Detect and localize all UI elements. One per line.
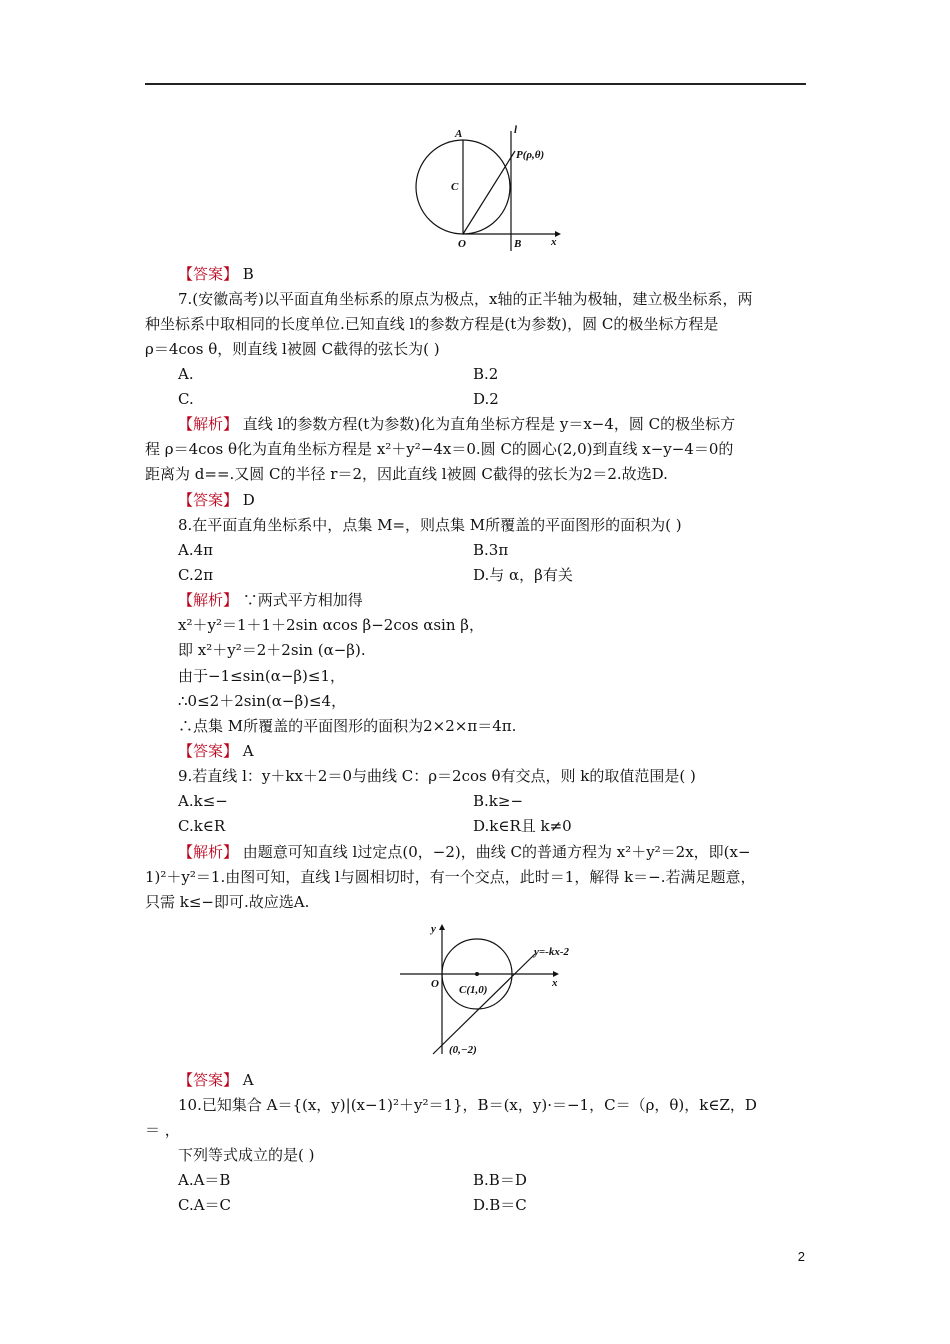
label-b: B — [514, 238, 522, 250]
label-line: y=-kx-2 — [534, 946, 569, 958]
question-9: 9.若直线 l：y＋kx＋2＝0与曲线 C：ρ＝2cos θ有交点，则 k的取值范围是( ) — [178, 767, 696, 785]
answer-6: 【答案】 B — [178, 265, 254, 283]
analysis-8-line-6: ∴点集 M所覆盖的平面图形的面积为2×2×π＝4π. — [178, 717, 517, 735]
question-10-line-3: 下列等式成立的是( ) — [178, 1146, 315, 1164]
line-y-kx-2 — [433, 954, 535, 1054]
option-9d: D.k∈R且 k≠0 — [473, 817, 572, 835]
label-x: x — [552, 977, 558, 989]
option-7b: B.2 — [473, 365, 499, 383]
analysis-9-line-2: 1)²＋y²＝1.由图可知，直线 l与圆相切时，有一个交点，此时＝1，解得 k＝−.若满足题意， — [145, 868, 756, 886]
option-8d: D.与 α，β有关 — [473, 566, 573, 584]
label-o: O — [431, 978, 439, 990]
option-9a: A.k≤− — [178, 792, 228, 810]
analysis-8-line-1: 【解析】 ∵两式平方相加得 — [178, 591, 363, 609]
option-10c: C.A＝C — [178, 1196, 232, 1214]
figure-circle-tangent — [415, 123, 565, 253]
y-axis-arrow — [439, 924, 445, 930]
label-a: A — [455, 128, 463, 140]
label-point: (0,−2) — [449, 1044, 477, 1056]
question-7-line-3: ρ＝4cos θ，则直线 l被圆 C截得的弦长为( ) — [145, 340, 440, 358]
answer-9: 【答案】 A — [178, 1071, 254, 1089]
analysis-9-line-1: 【解析】 由题意可知直线 l过定点(0，−2)，曲线 C的普通方程为 x²＋y²＝2x，即(x− — [178, 843, 751, 861]
question-8: 8.在平面直角坐标系中，点集 M=，则点集 M所覆盖的平面图形的面积为( ) — [178, 516, 682, 534]
option-7d: D.2 — [473, 390, 499, 408]
option-8c: C.2π — [178, 566, 214, 584]
option-9c: C.k∈R — [178, 817, 226, 835]
option-8a: A.4π — [178, 541, 214, 559]
question-7-line-1: 7.(安徽高考)以平面直角坐标系的原点为极点，x轴的正半轴为极轴，建立极坐标系，两 — [178, 290, 753, 308]
analysis-8-line-5: ∴0≤2＋2sin(α−β)≤4， — [178, 692, 347, 710]
analysis-8-line-3: 即 x²＋y²＝2＋2sin (α−β). — [178, 641, 366, 659]
analysis-7-line-3: 距离为 d==.又圆 C的半径 r＝2，因此直线 l被圆 C截得的弦长为2＝2.故选D. — [145, 465, 668, 483]
center-point — [475, 972, 479, 976]
page-number: 2 — [797, 1249, 805, 1264]
question-10-line-2: ＝ ， — [145, 1121, 180, 1139]
answer-8: 【答案】 A — [178, 742, 254, 760]
ray-op — [463, 151, 515, 234]
option-10d: D.B＝C — [473, 1196, 527, 1214]
label-c: C(1,0) — [459, 984, 488, 996]
label-o: O — [458, 238, 466, 250]
label-y: y — [431, 923, 436, 935]
figure-circle-line — [395, 920, 595, 1060]
answer-7: 【答案】 D — [178, 491, 255, 509]
label-x: x — [551, 236, 557, 248]
option-7a: A. — [178, 365, 194, 383]
analysis-7-line-2: 程 ρ＝4cos θ化为直角坐标方程是 x²＋y²−4x＝0.圆 C的圆心(2,0)到直线 x−y−4＝0的 — [145, 440, 734, 458]
option-9b: B.k≥− — [473, 792, 524, 810]
analysis-8-line-4: 由于−1≤sin(α−β)≤1， — [178, 667, 346, 685]
analysis-7-line-1: 【解析】 直线 l的参数方程(t为参数)化为直角坐标方程是 y＝x−4，圆 C的极坐标方 — [178, 415, 736, 433]
analysis-9-line-3: 只需 k≤−即可.故应选A. — [145, 893, 310, 911]
label-p: P(ρ,θ) — [516, 149, 545, 161]
label-l: l — [514, 124, 518, 136]
label-c: C — [451, 181, 459, 193]
option-10a: A.A＝B — [178, 1171, 231, 1189]
header-rule — [145, 83, 806, 85]
analysis-8-line-2: x²＋y²＝1＋1＋2sin αcos β−2cos αsin β， — [178, 616, 484, 634]
option-8b: B.3π — [473, 541, 509, 559]
option-7c: C. — [178, 390, 194, 408]
option-10b: B.B＝D — [473, 1171, 527, 1189]
question-10-line-1: 10.已知集合 A＝{(x，y)|(x−1)²＋y²＝1}，B＝(x，y)·＝−1，C＝（ρ，θ)，k∈Z，D — [178, 1096, 757, 1114]
question-7-line-2: 种坐标系中取相同的长度单位.已知直线 l的参数方程是(t为参数)，圆 C的极坐标方程是 — [145, 315, 719, 333]
